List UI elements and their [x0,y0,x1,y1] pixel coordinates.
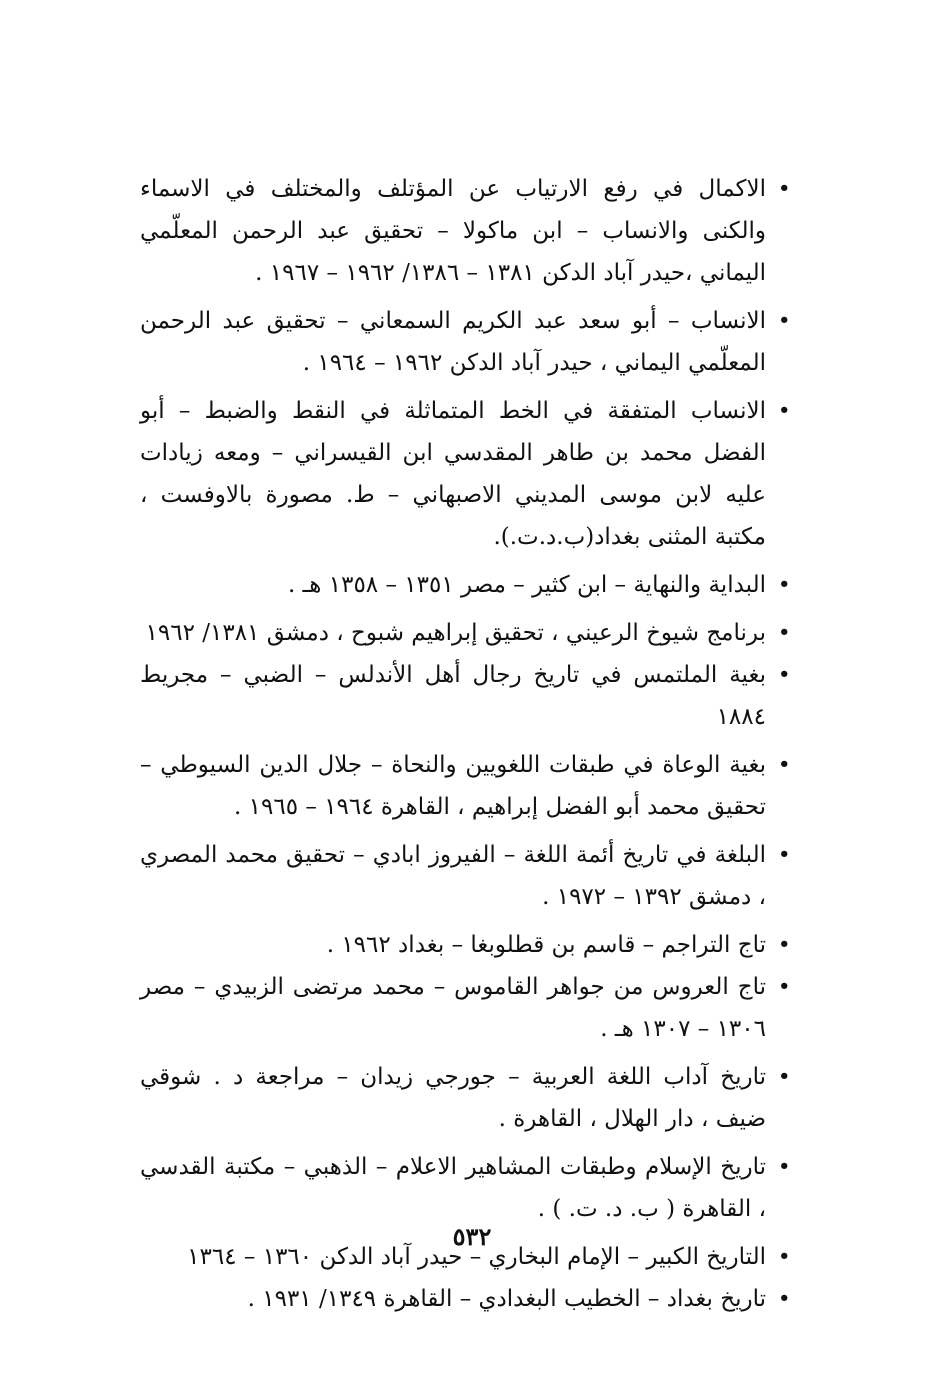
entry-text: تاريخ آداب اللغة العربية – جورجي زيدان – مراجعة د . شوقي ضيف ، دار الهلال ، القاهرة . [140,1064,766,1132]
bullet-icon: • [778,664,790,685]
entry-text: بغية الوعاة في طبقات اللغويين والنحاة – جلال الدين السيوطي –تحقيق محمد أبو الفضل إبراهيم ، القاهرة ١٩٦٤ – ١٩٦٥ . [140,752,766,820]
entry-text: الانساب – أبو سعد عبد الكريم السمعاني – تحقيق عبد الرحمن المعلّمي اليماني ، حيدر آباد الدكن ١٩٦٢ – ١٩٦٤ . [140,308,766,376]
entry-text: بغية الملتمس في تاريخ رجال أهل الأندلس – الضبي – مجريط ١٨٨٤ [140,662,766,730]
bibliography-entry [140,300,790,384]
entry-text: تاج العروس من جواهر القاموس – محمد مرتضى الزبيدي – مصر ١٣٠٦ – ١٣٠٧ هـ . [140,974,766,1042]
bibliography-entry [140,612,790,654]
bullet-icon: • [778,622,790,643]
bibliography-list [140,168,790,1326]
bibliography-entry [140,168,790,294]
bullet-icon: • [778,400,790,421]
bullet-icon: • [778,178,790,199]
bullet-icon: • [778,574,790,595]
bullet-icon: • [778,976,790,997]
page-number: ٥٣٢ [452,1222,492,1251]
bullet-icon: • [778,844,790,865]
bullet-icon: • [778,310,790,331]
entry-text: تاريخ بغداد – الخطيب البغدادي – القاهرة ١٣٤٩/ ١٩٣١ . [247,1286,766,1312]
bibliography-entry [140,1146,790,1230]
bibliography-entry [140,834,790,918]
bibliography-entry [140,1056,790,1140]
entry-text: التاريخ الكبير – الإمام البخاري – حيدر آباد الدكن ١٣٦٠ – ١٣٦٤ [187,1244,766,1270]
bibliography-entry [140,924,790,966]
bibliography-entry [140,654,790,738]
entry-text: تاج التراجم – قاسم بن قطلوبغا – بغداد ١٩٦٢ . [326,932,766,958]
entry-text: برنامج شيوخ الرعيني ، تحقيق إبراهيم شبوح ، دمشق ١٣٨١/ ١٩٦٢ [145,620,766,646]
bibliography-entry [140,966,790,1050]
bullet-icon: • [778,1156,790,1177]
bullet-icon: • [778,934,790,955]
entry-text: الانساب المتفقة في الخط المتماثلة في النقط والضبط – أبو الفضل محمد بن طاهر المقدسي ابن القيسراني – ومعه زيادات عليه لابن موسى المديني الاصبهاني – ط. مصورة بالاوفست ، مكتبة المثنى بغداد(ب.د.ت.). [140,398,766,550]
entry-text: البداية والنهاية – ابن كثير – مصر ١٣٥١ – ١٣٥٨ هـ . [287,572,766,598]
bibliography-entry [140,390,790,558]
entry-text: البلغة في تاريخ أئمة اللغة – الفيروز ابادي – تحقيق محمد المصري ، دمشق ١٣٩٢ – ١٩٧٢ . [140,842,766,910]
bullet-icon: • [778,754,790,775]
entry-text: تاريخ الإسلام وطبقات المشاهير الاعلام – الذهبي – مكتبة القدسي ، القاهرة ( ب. د. ت. ) . [140,1154,766,1222]
bibliography-entry [140,564,790,606]
bullet-icon: • [778,1066,790,1087]
entry-text: الاكمال في رفع الارتياب عن المؤتلف والمختلف في الاسماء والكنى والانساب – ابن ماكولا – تحقيق عبد الرحمن المعلّمي اليماني ،حيدر آباد الدكن ١٣٨١ – ١٣٨٦/ ١٩٦٢ – ١٩٦٧ . [140,176,766,286]
bibliography-entry [140,744,790,828]
bullet-icon: • [778,1288,790,1309]
bullet-icon: • [778,1246,790,1267]
bibliography-entry [140,1278,790,1320]
